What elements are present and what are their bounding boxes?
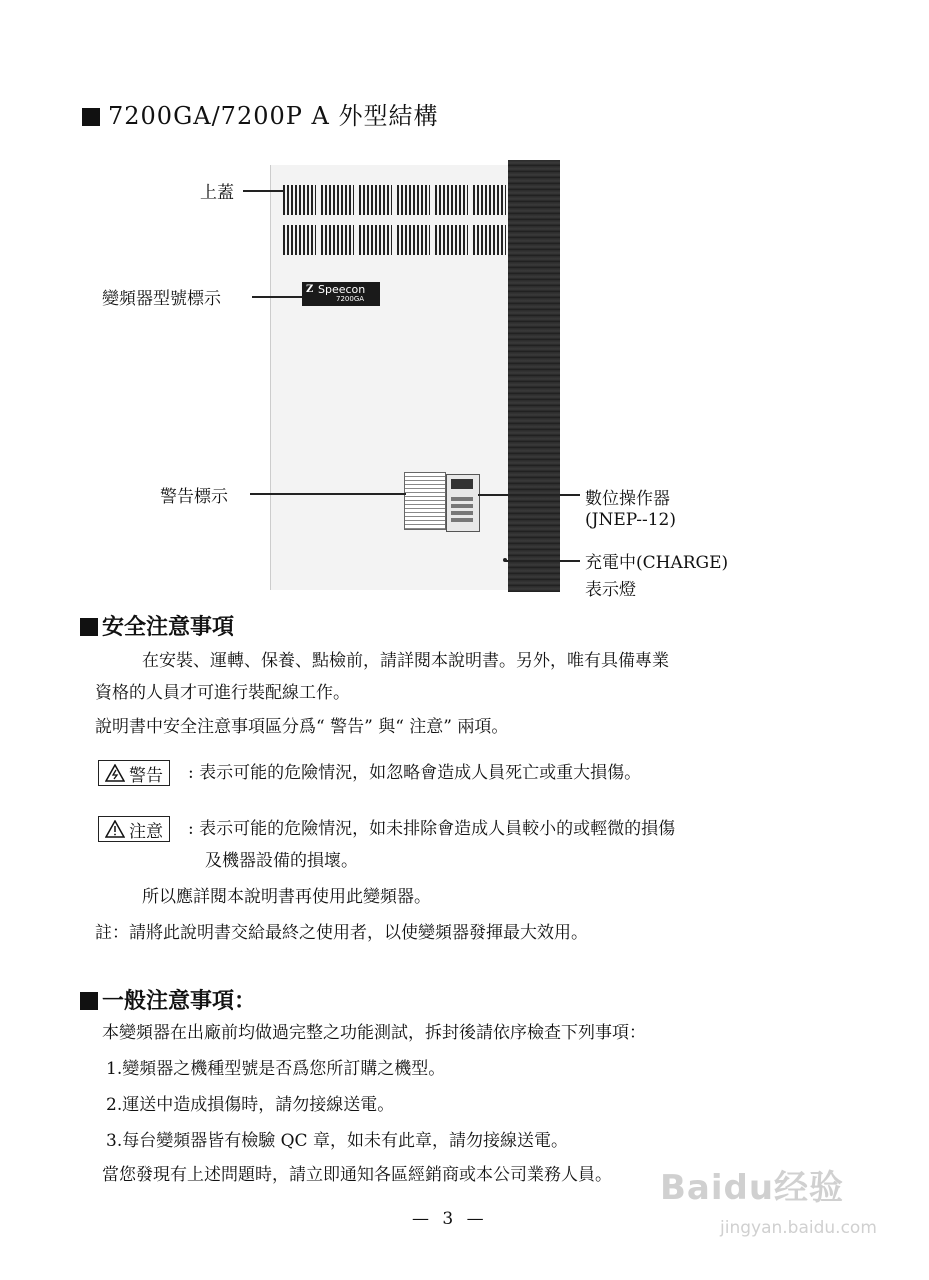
vent-slot — [435, 185, 468, 215]
leader-line — [478, 494, 580, 496]
warning-description: : 表示可能的危險情況，如忽略會造成人員死亡或重大損傷。 — [188, 763, 642, 783]
leader-line — [252, 296, 302, 298]
watermark-logo: Baidu经验 — [660, 1168, 845, 1208]
label-digital-operator-model: (JNEP--12) — [585, 510, 676, 530]
vent-slot — [435, 225, 468, 255]
brand-logo-plate — [302, 282, 380, 306]
list-item: 1.變頻器之機種型號是否爲您所訂購之機型。 — [106, 1059, 446, 1079]
warning-box: 警告 — [98, 760, 170, 786]
leader-line — [250, 493, 406, 495]
watermark-url: jingyan.baidu.com — [720, 1218, 877, 1238]
bullet-square-icon — [82, 108, 100, 126]
list-item: 3.每台變頻器皆有檢驗 QC 章，如未有此章，請勿接線送電。 — [106, 1131, 568, 1151]
electric-warning-icon — [105, 764, 125, 782]
bullet-square-icon — [80, 618, 98, 636]
leader-line — [505, 560, 580, 562]
general-intro: 本變頻器在出廠前均做過完整之功能測試，拆封後請依序檢查下列事項： — [102, 1023, 646, 1043]
keypad-buttons — [451, 497, 473, 525]
safety-note: 註：請將此說明書交給最終之使用者，以使變頻器發揮最大效用。 — [95, 923, 588, 943]
page-number: — 3 — — [412, 1209, 488, 1229]
brand-mark-icon: Z — [306, 284, 314, 295]
cabinet-side-panel — [508, 160, 560, 592]
label-warning: 警告標示 — [160, 487, 228, 507]
vent-slot — [283, 225, 316, 255]
vent-slot — [397, 185, 430, 215]
safety-paragraph-line: 說明書中安全注意事項區分爲“ 警告” 與“ 注意” 兩項。 — [95, 717, 509, 737]
label-charge: 充電中(CHARGE) — [585, 553, 729, 573]
vent-slot — [321, 185, 354, 215]
vent-slot — [473, 185, 506, 215]
label-digital-operator: 數位操作器 — [585, 489, 670, 509]
section-heading-general: 一般注意事項： — [80, 984, 256, 1015]
vent-slot — [359, 185, 392, 215]
page-title: 7200GA/7200P A 外型結構 — [82, 96, 438, 131]
label-charge-lamp: 表示燈 — [585, 580, 636, 600]
caution-description: 及機器設備的損壞。 — [205, 851, 358, 871]
vent-slot — [397, 225, 430, 255]
digital-operator-keypad — [446, 474, 480, 532]
warning-plate — [404, 472, 446, 530]
general-closing: 當您發現有上述問題時，請立即通知各區經銷商或本公司業務人員。 — [102, 1165, 612, 1185]
caution-icon — [105, 820, 125, 838]
safety-paragraph-line: 資格的人員才可進行裝配線工作。 — [95, 683, 350, 703]
list-item: 2.運送中造成損傷時，請勿接線送電。 — [106, 1095, 395, 1115]
caution-description: : 表示可能的危險情況，如未排除會造成人員較小的或輕微的損傷 — [188, 819, 676, 839]
vent-slot — [283, 185, 316, 215]
label-top-cover: 上蓋 — [200, 183, 234, 203]
vent-slot — [321, 225, 354, 255]
leader-line — [243, 190, 285, 192]
section-heading-safety: 安全注意事項 — [80, 610, 234, 641]
vent-slot — [359, 225, 392, 255]
label-model: 變頻器型號標示 — [102, 289, 221, 309]
caution-box: 注意 — [98, 816, 170, 842]
bullet-square-icon — [80, 992, 98, 1010]
safety-paragraph-line: 所以應詳閱本說明書再使用此變頻器。 — [142, 887, 431, 907]
vent-slot — [473, 225, 506, 255]
brand-model: 7200GA — [336, 295, 365, 303]
safety-paragraph-line: 在安裝、運轉、保養、點檢前，請詳閱本說明書。另外，唯有具備專業 — [142, 651, 669, 671]
brand-name: Speecon — [318, 283, 366, 296]
keypad-display — [451, 479, 473, 489]
